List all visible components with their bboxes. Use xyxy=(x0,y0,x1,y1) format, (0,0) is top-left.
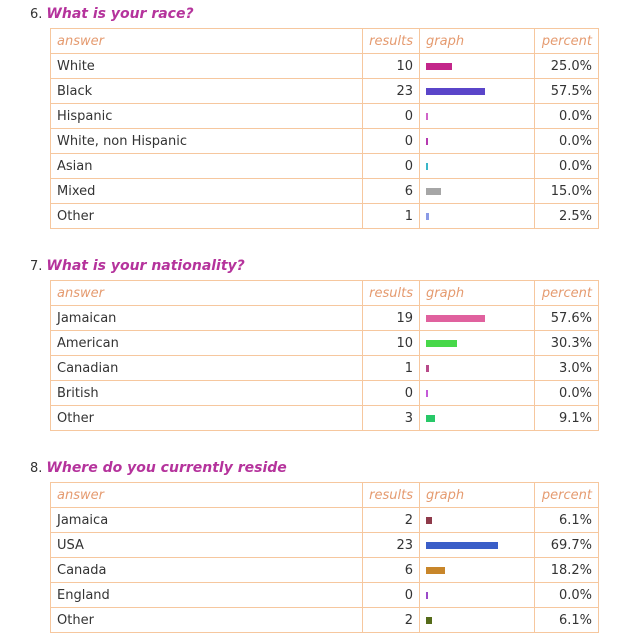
answer-cell: British xyxy=(51,381,363,406)
question-title xyxy=(30,254,245,276)
result-bar xyxy=(426,188,441,195)
table-row xyxy=(51,79,599,104)
percent-cell: 2.5% xyxy=(535,204,599,229)
result-bar xyxy=(426,88,485,95)
percent-cell: 0.0% xyxy=(535,381,599,406)
column-header-graph: graph xyxy=(420,483,535,508)
percent-cell: 9.1% xyxy=(535,406,599,431)
table-row xyxy=(51,558,599,583)
header-row xyxy=(51,29,599,54)
table-row xyxy=(51,356,599,381)
results-cell: 0 xyxy=(363,129,420,154)
results-cell: 0 xyxy=(363,154,420,179)
result-bar xyxy=(426,113,428,120)
percent-cell: 0.0% xyxy=(535,129,599,154)
result-bar xyxy=(426,138,428,145)
graph-cell xyxy=(420,381,535,406)
question-text: What is your nationality? xyxy=(46,258,245,274)
table-row xyxy=(51,204,599,229)
column-header-graph: graph xyxy=(420,281,535,306)
results-cell: 23 xyxy=(363,79,420,104)
table-row xyxy=(51,583,599,608)
table-row xyxy=(51,179,599,204)
column-header-percent: percent xyxy=(535,281,599,306)
percent-cell: 25.0% xyxy=(535,54,599,79)
answer-cell: England xyxy=(51,583,363,608)
results-cell: 1 xyxy=(363,204,420,229)
question-number: 8. xyxy=(30,461,43,476)
graph-cell xyxy=(420,406,535,431)
column-header-percent: percent xyxy=(535,483,599,508)
percent-cell: 69.7% xyxy=(535,533,599,558)
result-bar xyxy=(426,163,428,170)
answer-cell: White xyxy=(51,54,363,79)
percent-cell: 18.2% xyxy=(535,558,599,583)
results-cell: 0 xyxy=(363,381,420,406)
percent-cell: 0.0% xyxy=(535,583,599,608)
results-cell: 23 xyxy=(363,533,420,558)
results-cell: 0 xyxy=(363,583,420,608)
graph-cell xyxy=(420,54,535,79)
column-header-results: results xyxy=(363,29,420,54)
result-bar xyxy=(426,390,428,397)
answer-cell: Other xyxy=(51,608,363,633)
results-cell: 2 xyxy=(363,608,420,633)
column-header-answer: answer xyxy=(51,483,363,508)
results-cell: 3 xyxy=(363,406,420,431)
result-bar xyxy=(426,315,485,322)
table-row xyxy=(51,306,599,331)
header-row xyxy=(51,281,599,306)
graph-cell xyxy=(420,104,535,129)
answer-cell: Asian xyxy=(51,154,363,179)
answer-cell: White, non Hispanic xyxy=(51,129,363,154)
answer-cell: Canada xyxy=(51,558,363,583)
table-row xyxy=(51,508,599,533)
graph-cell xyxy=(420,608,535,633)
graph-cell xyxy=(420,583,535,608)
column-header-results: results xyxy=(363,483,420,508)
table-row xyxy=(51,381,599,406)
percent-cell: 30.3% xyxy=(535,331,599,356)
table-row xyxy=(51,533,599,558)
table-row xyxy=(51,54,599,79)
graph-cell xyxy=(420,533,535,558)
question-number: 7. xyxy=(30,259,43,274)
question-title xyxy=(30,456,287,478)
answer-cell: Hispanic xyxy=(51,104,363,129)
result-bar xyxy=(426,365,429,372)
percent-cell: 57.5% xyxy=(535,79,599,104)
column-header-results: results xyxy=(363,281,420,306)
table-row xyxy=(51,104,599,129)
graph-cell xyxy=(420,204,535,229)
column-header-answer: answer xyxy=(51,281,363,306)
answer-cell: Jamaican xyxy=(51,306,363,331)
percent-cell: 0.0% xyxy=(535,104,599,129)
percent-cell: 3.0% xyxy=(535,356,599,381)
result-bar xyxy=(426,63,452,70)
results-cell: 10 xyxy=(363,54,420,79)
table-row xyxy=(51,154,599,179)
percent-cell: 6.1% xyxy=(535,508,599,533)
question-title xyxy=(30,2,194,24)
results-cell: 19 xyxy=(363,306,420,331)
column-header-graph: graph xyxy=(420,29,535,54)
percent-cell: 0.0% xyxy=(535,154,599,179)
graph-cell xyxy=(420,79,535,104)
result-bar xyxy=(426,617,432,624)
answer-cell: Mixed xyxy=(51,179,363,204)
graph-cell xyxy=(420,331,535,356)
graph-cell xyxy=(420,179,535,204)
table-row xyxy=(51,331,599,356)
results-cell: 6 xyxy=(363,558,420,583)
result-bar xyxy=(426,517,432,524)
graph-cell xyxy=(420,508,535,533)
graph-cell xyxy=(420,558,535,583)
result-bar xyxy=(426,592,428,599)
answer-cell: USA xyxy=(51,533,363,558)
answer-cell: Other xyxy=(51,406,363,431)
results-table xyxy=(50,28,599,229)
answer-cell: American xyxy=(51,331,363,356)
percent-cell: 57.6% xyxy=(535,306,599,331)
table-row xyxy=(51,129,599,154)
answer-cell: Black xyxy=(51,79,363,104)
results-cell: 10 xyxy=(363,331,420,356)
results-cell: 2 xyxy=(363,508,420,533)
results-cell: 1 xyxy=(363,356,420,381)
graph-cell xyxy=(420,154,535,179)
percent-cell: 6.1% xyxy=(535,608,599,633)
answer-cell: Canadian xyxy=(51,356,363,381)
graph-cell xyxy=(420,129,535,154)
result-bar xyxy=(426,567,445,574)
result-bar xyxy=(426,415,435,422)
results-table xyxy=(50,280,599,431)
result-bar xyxy=(426,542,498,549)
graph-cell xyxy=(420,306,535,331)
answer-cell: Other xyxy=(51,204,363,229)
table-row xyxy=(51,406,599,431)
answer-cell: Jamaica xyxy=(51,508,363,533)
question-text: Where do you currently reside xyxy=(46,460,287,476)
column-header-percent: percent xyxy=(535,29,599,54)
results-cell: 6 xyxy=(363,179,420,204)
table-row xyxy=(51,608,599,633)
percent-cell: 15.0% xyxy=(535,179,599,204)
header-row xyxy=(51,483,599,508)
question-number: 6. xyxy=(30,7,43,22)
graph-cell xyxy=(420,356,535,381)
result-bar xyxy=(426,340,457,347)
column-header-answer: answer xyxy=(51,29,363,54)
result-bar xyxy=(426,213,429,220)
question-text: What is your race? xyxy=(46,6,194,22)
results-cell: 0 xyxy=(363,104,420,129)
results-table xyxy=(50,482,599,633)
